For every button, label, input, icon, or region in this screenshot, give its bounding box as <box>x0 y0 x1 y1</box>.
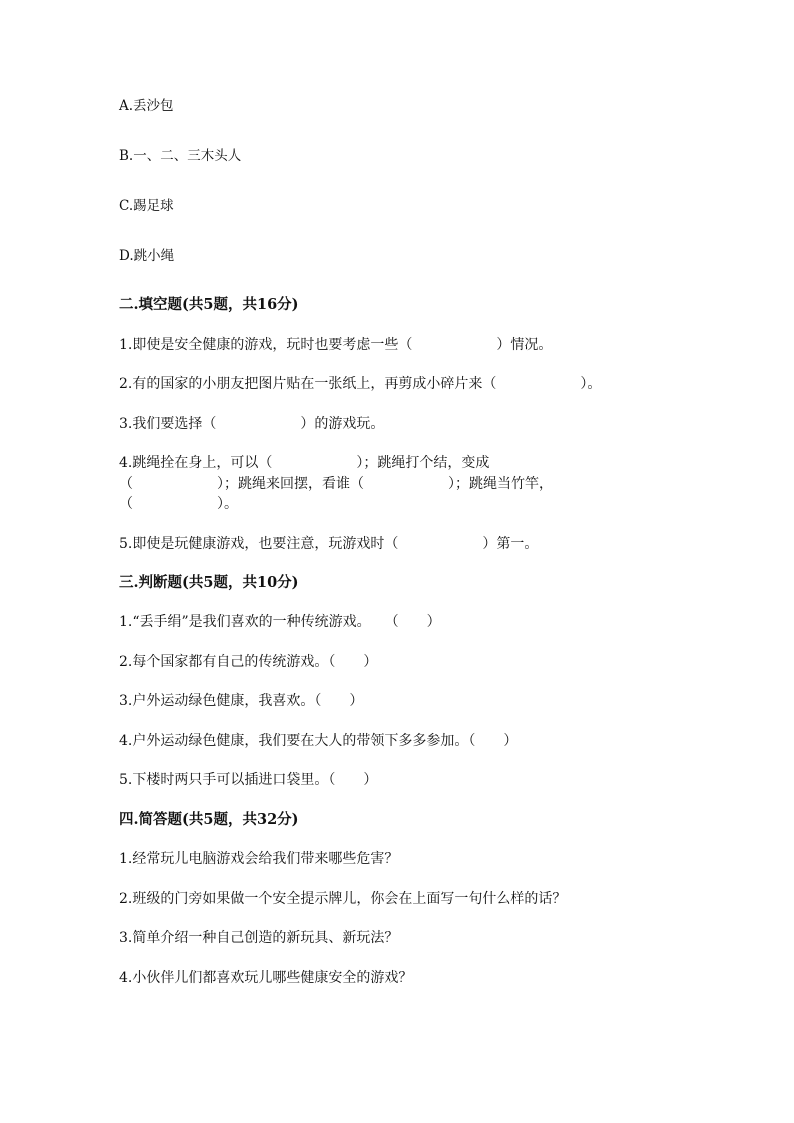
true-false-question-3: 3.户外运动绿色健康，我喜欢。（ ） <box>119 693 364 709</box>
short-answer-question-3: 3.简单介绍一种自己创造的新玩具、新玩法？ <box>119 930 399 946</box>
fill-blank-question-1: 1.即使是安全健康的游戏，玩时也要考虑一些（ ）情况。 <box>119 337 553 353</box>
section-heading-short-answer: 四.简答题(共5题，共32分) <box>119 811 299 828</box>
section-heading-fill-blank: 二.填空题(共5题，共16分) <box>119 296 299 313</box>
short-answer-question-1: 1.经常玩儿电脑游戏会给我们带来哪些危害？ <box>119 851 399 867</box>
option-b: B.一、二、三木头人 <box>119 148 242 164</box>
true-false-question-5: 5.下楼时两只手可以插进口袋里。（ ） <box>119 772 378 788</box>
fill-blank-question-4-line-3: （ ）。 <box>119 496 238 512</box>
fill-blank-question-4-line-1: 4.跳绳拴在身上，可以（ ）；跳绳打个结，变成 <box>119 455 490 471</box>
short-answer-question-2: 2.班级的门旁如果做一个安全提示牌儿，你会在上面写一句什么样的话？ <box>119 891 567 907</box>
fill-blank-question-2: 2.有的国家的小朋友把图片贴在一张纸上，再剪成小碎片来（ ）。 <box>119 376 602 392</box>
fill-blank-question-3: 3.我们要选择（ ）的游戏玩。 <box>119 416 385 432</box>
fill-blank-question-4-line-2: （ ）；跳绳来回摆，看谁（ ）；跳绳当竹竿， <box>119 476 553 492</box>
true-false-question-2: 2.每个国家都有自己的传统游戏。（ ） <box>119 654 378 670</box>
true-false-question-4: 4.户外运动绿色健康，我们要在大人的带领下多多参加。（ ） <box>119 733 518 749</box>
true-false-question-1: 1.“丢手绢”是我们喜欢的一种传统游戏。 （ ） <box>119 614 441 630</box>
fill-blank-question-5: 5.即使是玩健康游戏，也要注意，玩游戏时（ ）第一。 <box>119 536 539 552</box>
option-a: A.丢沙包 <box>119 98 174 114</box>
section-heading-true-false: 三.判断题(共5题，共10分) <box>119 574 299 591</box>
option-c: C.踢足球 <box>119 198 174 214</box>
short-answer-question-4: 4.小伙伴儿们都喜欢玩儿哪些健康安全的游戏？ <box>119 970 413 986</box>
option-d: D.跳小绳 <box>119 248 175 264</box>
